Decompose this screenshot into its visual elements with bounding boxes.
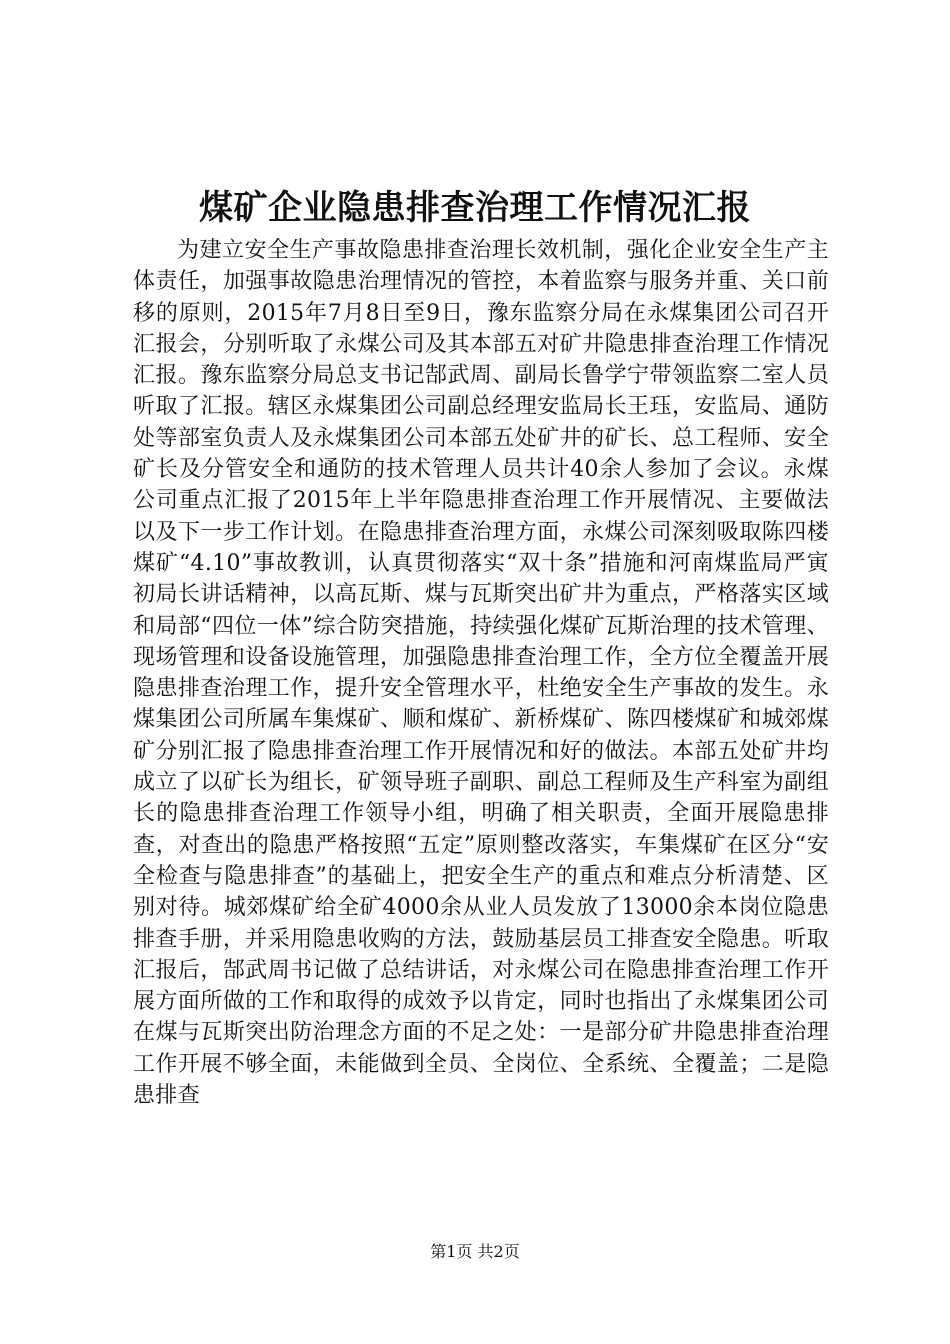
page-number-footer: 第1页 共2页 [430,1242,520,1261]
document-title: 煤矿企业隐患排查治理工作情况汇报 [199,188,751,228]
document-body-paragraph: 为建立安全生产事故隐患排查治理长效机制，强化企业安全生产主体责任，加强事故隐患治理情况的管控，本着监察与服务并重、关口前移的原则，2015年7月8日至9日，豫东监察分局在永煤集团公司召开汇报会，分别听取了永煤公司及其本部五对矿井隐患排查治理工作情况汇报。豫东监察分局总支书记郜武周、副局长鲁学宁带领监察二室人员听取了汇报。辖区永煤集团公司副总经理安监局长王珏，安监局、通防处等部室负责人及永煤集团公司本部五处矿井的矿长、总工程师、安全矿长及分管安全和通防的技术管理人员共计40余人参加了会议。永煤公司重点汇报了2015年上半年隐患排查治理工作开展情况、主要做法以及下一步工作计划。在隐患排查治理方面，永煤公司深刻吸取陈四楼煤矿“4.10”事故教训，认真贯彻落实“双十条”措施和河南煤监局严寅初局长讲话精神，以高瓦斯、煤与瓦斯突出矿井为重点，严格落实区域和局部“四位一体”综合防突措施，持续强化煤矿瓦斯治理的技术管理、现场管理和设备设施管理，加强隐患排查治理工作，全方位全覆盖开展隐患排查治理工作，提升安全管理水平，杜绝安全生产事故的发生。永煤集团公司所属车集煤矿、顺和煤矿、新桥煤矿、陈四楼煤矿和城郊煤矿分别汇报了隐患排查治理工作开展情况和好的做法。本部五处矿井均成立了以矿长为组长，矿领导班子副职、副总工程师及生产科室为副组长的隐患排查治理工作领导小组，明确了相关职责，全面开展隐患排查，对查出的隐患严格按照“五定”原则整改落实，车集煤矿在区分“安全检查与隐患排查”的基础上，把安全生产的重点和难点分析清楚、区别对待。城郊煤矿给全矿4000余从业人员发放了13000余本岗位隐患排查手册，并采用隐患收购的方法，鼓励基层员工排查安全隐患。听取汇报后，郜武周书记做了总结讲话，对永煤公司在隐患排查治理工作开展方面所做的工作和取得的成效予以肯定，同时也指出了永煤集团公司在煤与瓦斯突出防治理念方面的不足之处：一是部分矿井隐患排查治理工作开展不够全面，未能做到全员、全岗位、全系统、全覆盖；二是隐患排查 [133,238,829,1109]
